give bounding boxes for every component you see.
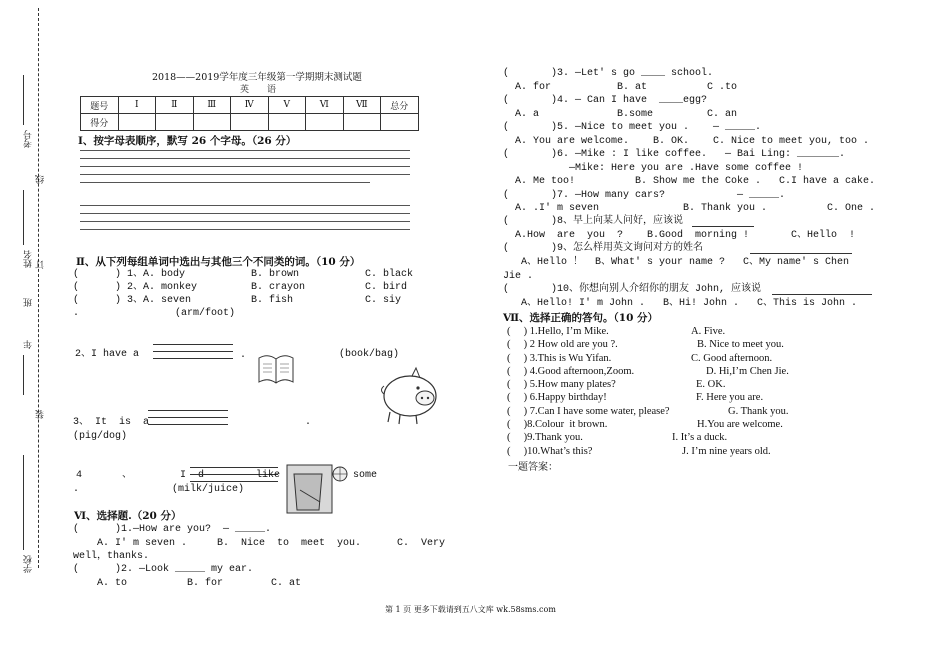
match-question: ( )8.Colour it brown. <box>507 419 608 430</box>
score-cell: Ⅳ <box>231 97 269 114</box>
match-question: ( ) 1.Hello, I’m Mike. <box>507 326 609 337</box>
q3-blank-line <box>148 410 228 411</box>
score-table-score-row <box>81 114 419 131</box>
match-answer: E. OK. <box>696 379 726 390</box>
writing-line <box>80 229 410 230</box>
q4-comma: 、 <box>122 470 132 481</box>
match-answer: B. Nice to meet you. <box>697 339 784 350</box>
writing-line <box>80 150 410 151</box>
section-6-line: A. for B. at C .to <box>503 82 738 93</box>
q3-blank-line[interactable] <box>148 424 228 425</box>
match-question: ( )10.What’s this? <box>507 446 593 457</box>
section-6-line: A. You are welcome. B. OK. C. Nice to meet you, too . <box>503 136 870 147</box>
score-table <box>80 96 419 131</box>
score-input-cell[interactable] <box>343 114 381 131</box>
score-table-header-row <box>81 97 419 114</box>
match-answer: J. I’m nine years old. <box>682 446 771 457</box>
q2-hint: (book/bag) <box>339 349 400 360</box>
q8-blank-line[interactable] <box>692 226 754 227</box>
writing-line <box>80 205 410 206</box>
score-input-cell[interactable] <box>268 114 306 131</box>
section-6-line: A. Me too! B. Show me the Coke . C.I have a cake. <box>503 176 876 187</box>
q2-blank-line <box>153 351 233 352</box>
book-icon <box>256 350 296 388</box>
section-6-line: ( )4. — Can I have ____egg? <box>503 95 708 106</box>
section-2-line: ( ) 3、A. seven B. fish C. siy <box>73 295 402 306</box>
section-2-title: Ⅱ、从下列每组单词中选出与其他三个不同类的词。（10 分） <box>76 256 361 268</box>
score-cell: Ⅲ <box>193 97 231 114</box>
section-6-line: ( )9、怎么样用英文询问对方的姓名 <box>503 243 704 254</box>
q3-dot: . <box>305 417 312 428</box>
section-2-line: ( ) 1、A. body B. brown C. black <box>73 269 414 280</box>
section-6-line: ( )3. —Let' s go ____ school. <box>503 68 714 79</box>
section-6-line: ( )10、你想向别人介绍你的朋友 John, 应该说 <box>503 284 762 295</box>
q4-like: like <box>256 470 281 481</box>
q2-dot: . <box>240 350 247 361</box>
section-6-line: A. a B.some C. an <box>503 109 738 120</box>
score-cell: Ⅱ <box>156 97 194 114</box>
score-cell: Ⅰ <box>118 97 156 114</box>
label-ding: 订 <box>36 260 46 269</box>
section-6-line: A、Hello! I' m John . B、Hi! John . C、This is John . <box>503 298 858 309</box>
section-6-line: A.How are you ? B.Good morning ! C、Hello ! <box>503 230 856 241</box>
section-6-line: —Mike: Here you are .Have some coffee ! <box>503 163 804 174</box>
match-answer: I. It’s a duck. <box>672 432 728 443</box>
q2-prefix: 2、I have a <box>75 349 140 360</box>
section-6-line: A. .I' m seven B. Thank you . C. One . <box>503 203 876 214</box>
section-2-line: . (arm/foot) <box>73 308 236 319</box>
score-cell: Ⅶ <box>343 97 381 114</box>
q9-blank-line[interactable] <box>750 253 852 254</box>
q4-blank-line <box>190 467 278 468</box>
score-cell: 得分 <box>81 114 119 131</box>
match-question: ( ) 7.Can I have some water, please? <box>507 406 670 417</box>
q3-prefix: 3、 It is a <box>73 417 150 428</box>
section-6-line: Jie . <box>503 271 534 282</box>
section-6-line: ( )5. —Nice to meet you . — _____. <box>503 122 762 133</box>
q2-blank-line <box>153 344 233 345</box>
section-6-line: A. to B. for C. at <box>73 578 302 589</box>
exam-no-line <box>23 75 24 125</box>
q4-d: d <box>198 470 205 481</box>
match-answer: C. Good afternoon. <box>691 353 773 364</box>
score-input-cell[interactable] <box>231 114 269 131</box>
match-answer: H.You are welcome. <box>697 419 783 430</box>
exam-title: 2018——2019学年度三年级第一学期期末测试题 <box>152 72 362 83</box>
label-exam-no: 考号 <box>24 130 34 148</box>
section-2-line: ( ) 2、A. monkey B. crayon C. bird <box>73 282 408 293</box>
school-line <box>23 455 24 550</box>
match-question: ( ) 5.How many plates? <box>507 379 616 390</box>
pig-icon <box>378 360 446 428</box>
writing-line <box>80 174 410 175</box>
section-6-title: Ⅵ、选择题.（20 分） <box>74 510 182 522</box>
q10-blank-line[interactable] <box>772 294 872 295</box>
writing-line <box>80 158 410 159</box>
score-cell: Ⅴ <box>268 97 306 114</box>
section-7-title: Ⅶ、选择正确的答句。（10 分） <box>503 312 659 324</box>
q4-some: some <box>353 470 378 481</box>
score-input-cell[interactable] <box>156 114 194 131</box>
section-6-line: ( )1.—How are you? — _____. <box>73 524 272 535</box>
section-6-line: ( )7. —How many cars? — _____. <box>503 190 786 201</box>
match-question: ( ) 6.Happy birthday! <box>507 392 607 403</box>
section-1-title: Ⅰ、按字母表顺序，默写 26 个字母。（26 分） <box>78 135 297 147</box>
answer-label: 一题答案： <box>508 462 558 473</box>
match-question: ( ) 4.Good afternoon,Zoom. <box>507 366 635 377</box>
label-zhuang: 装 <box>36 410 46 419</box>
q3-hint: (pig/dog) <box>73 431 128 442</box>
writing-line <box>80 221 410 222</box>
section-6-line: ( )6. —Mike : I like coffee. — Bai Ling: _______. <box>503 149 846 160</box>
score-input-cell[interactable] <box>306 114 344 131</box>
match-answer: D. Hi,I’m Chen Jie. <box>706 366 789 377</box>
section-6-line: ( )8、早上向某人问好，应该说 <box>503 216 684 227</box>
class-line <box>23 355 24 395</box>
label-school: 学校 <box>24 555 34 573</box>
section-6-line: A、Hello ！ B、What' s your name ? C、My name' s Chen <box>503 257 850 268</box>
juice-glass-icon <box>286 464 348 514</box>
writing-line <box>80 166 410 167</box>
label-ban: 班 <box>24 298 34 307</box>
score-cell: Ⅵ <box>306 97 344 114</box>
section-6-line: ( )2. —Look _____ my ear. <box>73 564 254 575</box>
match-answer: G. Thank you. <box>728 406 789 417</box>
section-6-line: A. I' m seven . B. Nice to meet you. C. Very <box>73 538 446 549</box>
page-footer: 第 1 页 更多下载请到五八文库 wk.58sms.com <box>385 605 556 614</box>
match-question: ( ) 2 How old are you ?. <box>507 339 618 350</box>
label-line: 线 <box>36 175 46 184</box>
binding-line <box>38 8 39 568</box>
q4-i: I <box>180 470 187 481</box>
q4-dot: . <box>73 484 80 495</box>
score-input-cell[interactable] <box>381 114 419 131</box>
q2-blank-line[interactable] <box>153 358 233 359</box>
match-question: ( ) 3.This is Wu Yifan. <box>507 353 612 364</box>
match-question: ( )9.Thank you. <box>507 432 583 443</box>
score-input-cell[interactable] <box>193 114 231 131</box>
name-line <box>23 190 24 245</box>
q4-hint: (milk/juice) <box>172 484 245 495</box>
score-input-cell[interactable] <box>118 114 156 131</box>
match-answer: F. Here you are. <box>696 392 764 403</box>
score-cell: 题号 <box>81 97 119 114</box>
q3-blank-line <box>148 417 228 418</box>
label-name: 姓名 <box>24 250 34 268</box>
match-answer: A. Five. <box>691 326 726 337</box>
label-nian: 年 <box>24 340 34 349</box>
score-cell: 总分 <box>381 97 419 114</box>
q4-number: 4 <box>76 470 83 481</box>
subject-title: 英 语 <box>240 85 277 95</box>
section-6-line: well，thanks. <box>73 551 150 562</box>
writing-line <box>80 213 410 214</box>
writing-line <box>80 182 370 183</box>
